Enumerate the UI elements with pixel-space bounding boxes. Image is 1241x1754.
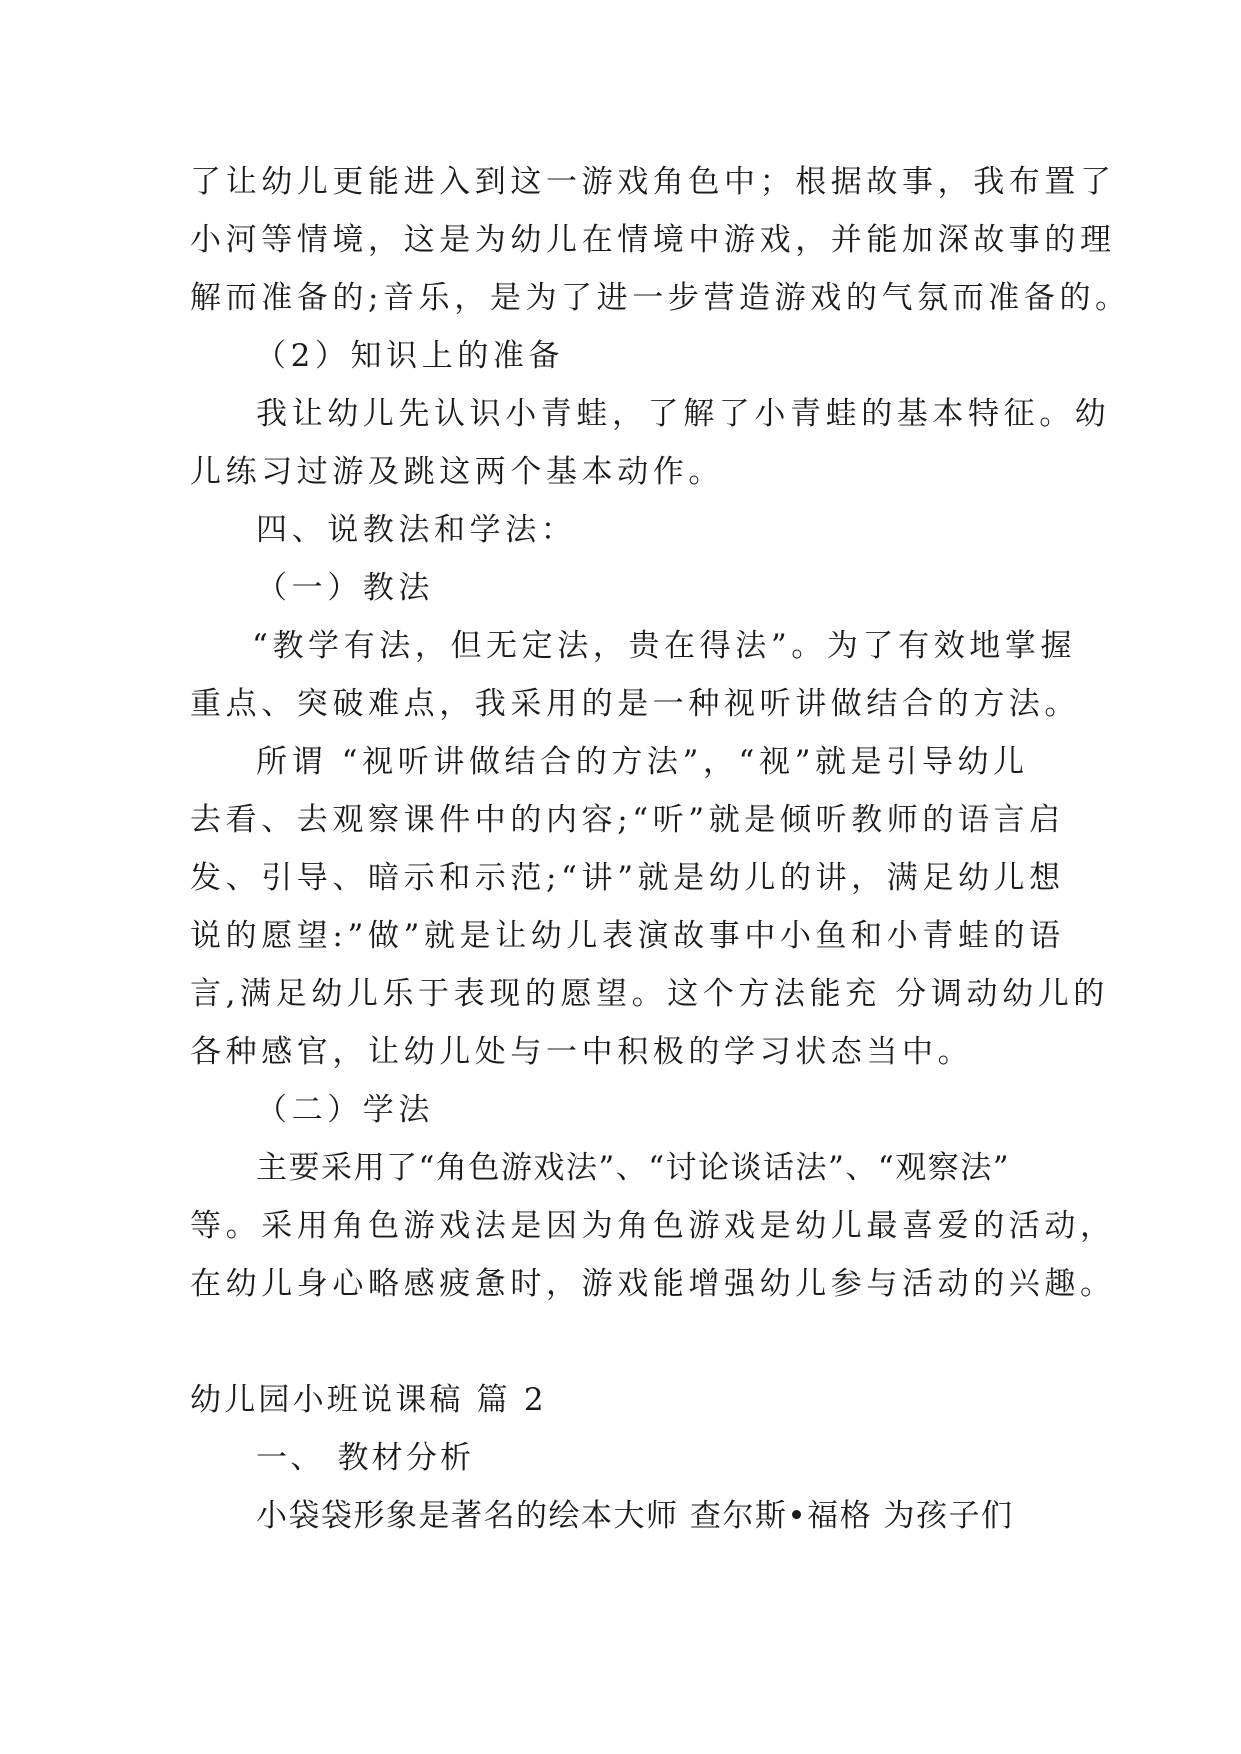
paragraph-line: “教学有法，但无定法，贵在得法”。为了有效地掌握 <box>252 628 1077 664</box>
section-heading: 四、说教法和学法： <box>256 512 577 548</box>
paragraph-line: 各种感官，让幼儿处与一中积极的学习状态当中。 <box>190 1034 974 1070</box>
paragraph-line: 解而准备的;音乐，是为了进一步营造游戏的气氛而准备的。 <box>190 280 1131 316</box>
paragraph-line: 重点、突破难点，我采用的是一种视听讲做结合的方法。 <box>190 686 1080 722</box>
section-heading: 一、 教材分析 <box>256 1440 475 1476</box>
article-title: 幼儿园小班说课稿 篇 2 <box>190 1382 547 1418</box>
paragraph-line: 等。采用角色游戏法是因为角色游戏是幼儿最喜爱的活动， <box>190 1208 1116 1244</box>
paragraph-line: 说的愿望:”做”就是让幼儿表演故事中小鱼和小青蛙的语 <box>190 918 1065 954</box>
paragraph-line: 了让幼儿更能进入到这一游戏角色中；根据故事，我布置了 <box>190 164 1116 200</box>
subsection-heading: （2）知识上的准备 <box>255 338 565 374</box>
paragraph-line: 言,满足幼儿乐于表现的愿望。这个方法能充 分调动幼儿的 <box>190 976 1109 1012</box>
paragraph-line: 所谓 “视听讲做结合的方法”，“视”就是引导幼儿 <box>256 744 1029 780</box>
paragraph-line: 儿练习过游及跳这两个基本动作。 <box>190 454 724 490</box>
subsection-heading: （二）学法 <box>256 1092 434 1128</box>
paragraph-line: 主要采用了“角色游戏法”、“讨论谈话法”、“观察法” <box>256 1150 1011 1186</box>
paragraph-line: 我让幼儿先认识小青蛙，了解了小青蛙的基本特征。幼 <box>256 396 1111 432</box>
subsection-heading: （一）教法 <box>256 570 434 606</box>
paragraph-line: 去看、去观察课件中的内容;“听”就是倾听教师的语言启 <box>190 802 1065 838</box>
paragraph-line: 发、引导、暗示和示范;“讲”就是幼儿的讲，满足幼儿想 <box>190 860 1065 896</box>
paragraph-line: 在幼儿身心略感疲惫时，游戏能增强幼儿参与活动的兴趣。 <box>190 1266 1116 1302</box>
paragraph-line: 小河等情境，这是为幼儿在情境中游戏，并能加深故事的理 <box>190 222 1116 258</box>
paragraph-line: 小袋袋形象是著名的绘本大师 查尔斯•福格 为孩子们 <box>256 1498 1014 1534</box>
